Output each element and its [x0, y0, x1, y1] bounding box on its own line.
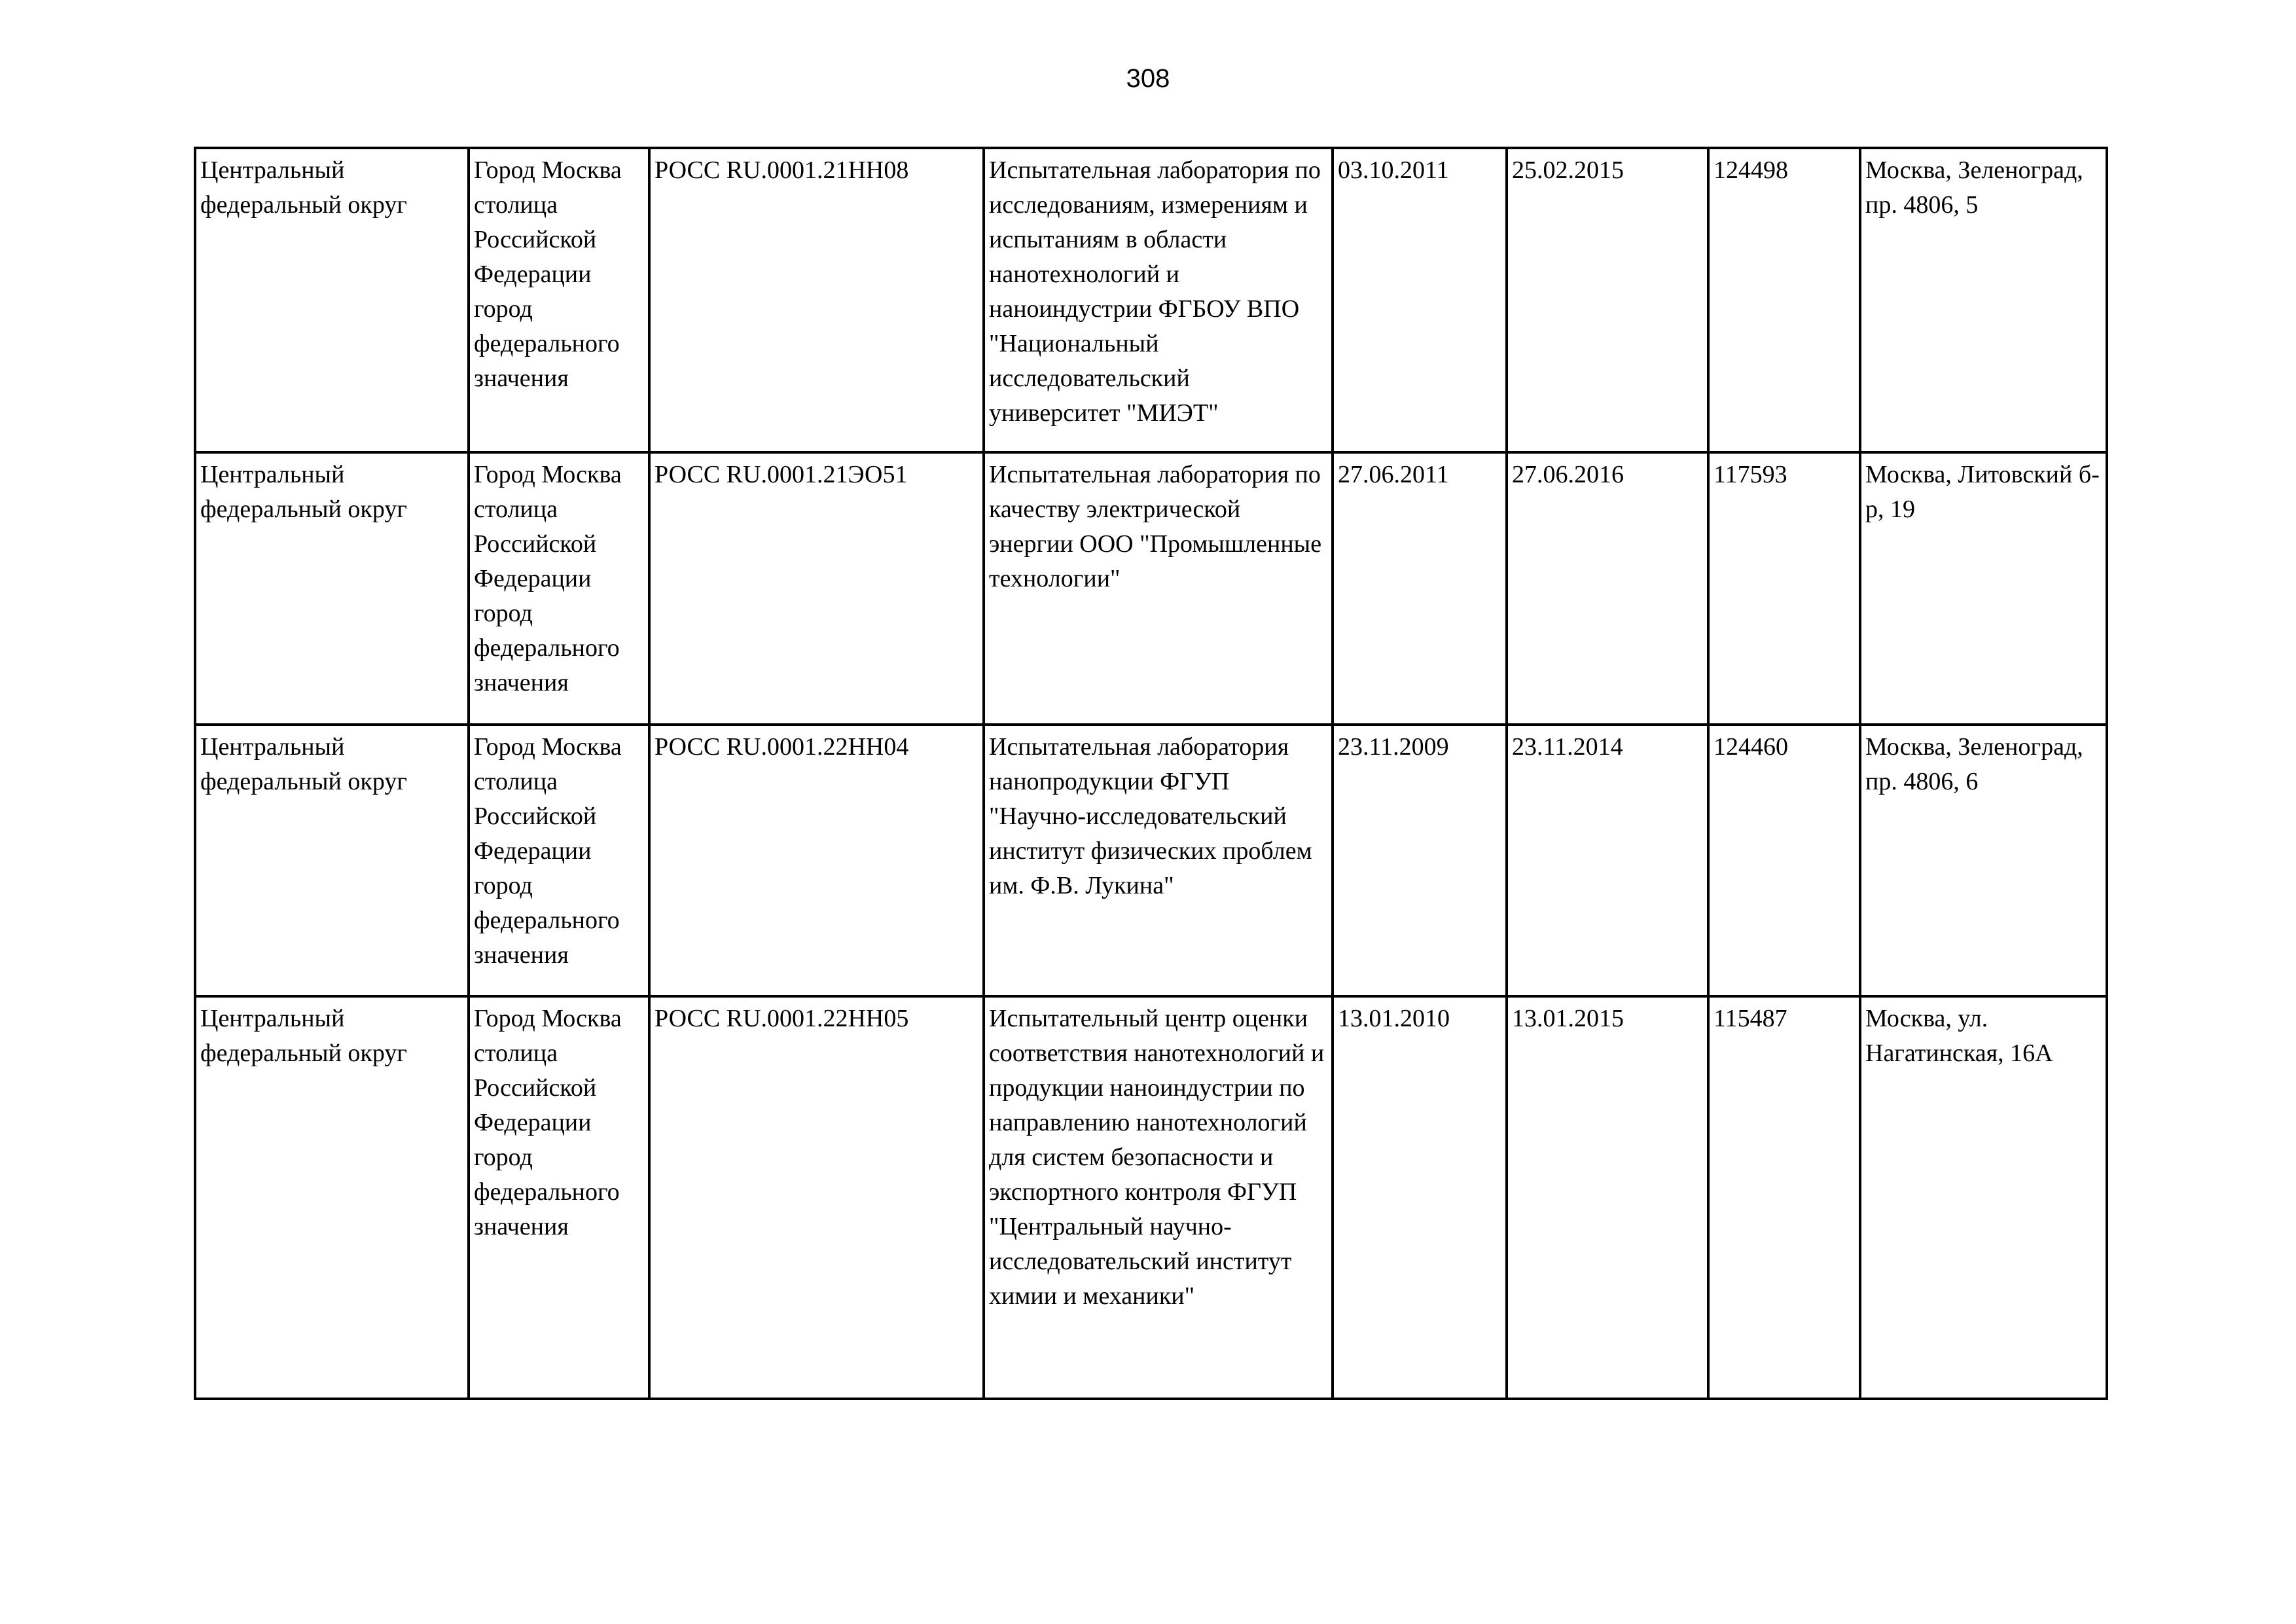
- postcode-cell: [1708, 148, 1860, 452]
- reg-number-cell: [649, 996, 984, 1399]
- date-from-text: 13.01.2010: [1338, 1005, 1450, 1032]
- address-cell: [1860, 725, 2107, 996]
- organization-text: Испытательная лаборатория по качеству электрической энергии ООО "Промышленные технологии": [989, 461, 1322, 592]
- organization-text: Испытательный центр оценки соответствия нанотехнологий и продукции наноиндустрии по направлению нанотехнологий для систем безопасности и экспортного контроля ФГУП "Центральный научно-исследовательский институт химии и механики": [989, 1005, 1325, 1310]
- region-cell: [469, 452, 649, 725]
- date-to-text: 27.06.2016: [1512, 461, 1624, 488]
- organization-text: Испытательная лаборатория нанопродукции ФГУП "Научно-исследовательский институт физических проблем им. Ф.В. Лукина": [989, 733, 1312, 899]
- table-row: [195, 452, 2107, 725]
- address-cell: [1860, 148, 2107, 452]
- address-cell: [1860, 452, 2107, 725]
- page-number: 308: [1126, 64, 1170, 93]
- organization-text: Испытательная лаборатория по исследованиям, измерениям и испытаниям в области нанотехнологий и наноиндустрии ФГБОУ ВПО "Национальный исследовательский университет "МИЭТ": [989, 156, 1321, 427]
- reg-number-text: РОСС RU.0001.22НН04: [655, 733, 909, 761]
- date-to-text: 25.02.2015: [1512, 156, 1624, 184]
- district-text: Центральный федеральный округ: [200, 461, 407, 523]
- region-text: Город Москва столица Российской Федерации город федерального значения: [474, 461, 622, 696]
- postcode-text: 124460: [1713, 733, 1788, 761]
- table-row: [195, 148, 2107, 452]
- region-text: Город Москва столица Российской Федерации город федерального значения: [474, 156, 622, 392]
- address-text: Москва, Литовский б-р, 19: [1865, 461, 2100, 523]
- address-cell: [1860, 996, 2107, 1399]
- postcode-text: 117593: [1713, 461, 1787, 488]
- registry-table: [194, 147, 2108, 1400]
- postcode-text: 124498: [1713, 156, 1788, 184]
- district-cell: [195, 725, 469, 996]
- organization-cell: [984, 452, 1333, 725]
- date-from-cell: [1333, 996, 1507, 1399]
- address-text: Москва, ул. Нагатинская, 16А: [1865, 1005, 2053, 1067]
- table-row: [195, 996, 2107, 1399]
- date-from-cell: [1333, 452, 1507, 725]
- address-text: Москва, Зеленоград, пр. 4806, 6: [1865, 733, 2083, 795]
- organization-cell: [984, 996, 1333, 1399]
- postcode-cell: [1708, 725, 1860, 996]
- date-to-cell: [1507, 996, 1708, 1399]
- organization-cell: [984, 148, 1333, 452]
- region-cell: [469, 996, 649, 1399]
- district-cell: [195, 148, 469, 452]
- district-cell: [195, 452, 469, 725]
- reg-number-cell: [649, 148, 984, 452]
- district-text: Центральный федеральный округ: [200, 156, 407, 219]
- region-cell: [469, 148, 649, 452]
- region-text: Город Москва столица Российской Федерации город федерального значения: [474, 733, 622, 969]
- reg-number-cell: [649, 452, 984, 725]
- reg-number-text: РОСС RU.0001.21ЭО51: [655, 461, 908, 488]
- date-from-cell: [1333, 725, 1507, 996]
- reg-number-text: РОСС RU.0001.22НН05: [655, 1005, 909, 1032]
- date-from-text: 03.10.2011: [1338, 156, 1449, 184]
- date-to-cell: [1507, 725, 1708, 996]
- district-cell: [195, 996, 469, 1399]
- region-cell: [469, 725, 649, 996]
- reg-number-text: РОСС RU.0001.21НН08: [655, 156, 909, 184]
- district-text: Центральный федеральный округ: [200, 733, 407, 795]
- date-to-cell: [1507, 148, 1708, 452]
- postcode-cell: [1708, 452, 1860, 725]
- date-from-text: 23.11.2009: [1338, 733, 1449, 761]
- date-to-text: 23.11.2014: [1512, 733, 1623, 761]
- date-from-text: 27.06.2011: [1338, 461, 1449, 488]
- address-text: Москва, Зеленоград, пр. 4806, 5: [1865, 156, 2083, 219]
- postcode-text: 115487: [1713, 1005, 1787, 1032]
- date-to-text: 13.01.2015: [1512, 1005, 1624, 1032]
- reg-number-cell: [649, 725, 984, 996]
- postcode-cell: [1708, 996, 1860, 1399]
- date-from-cell: [1333, 148, 1507, 452]
- district-text: Центральный федеральный округ: [200, 1005, 407, 1067]
- region-text: Город Москва столица Российской Федерации город федерального значения: [474, 1005, 622, 1240]
- table-row: [195, 725, 2107, 996]
- organization-cell: [984, 725, 1333, 996]
- date-to-cell: [1507, 452, 1708, 725]
